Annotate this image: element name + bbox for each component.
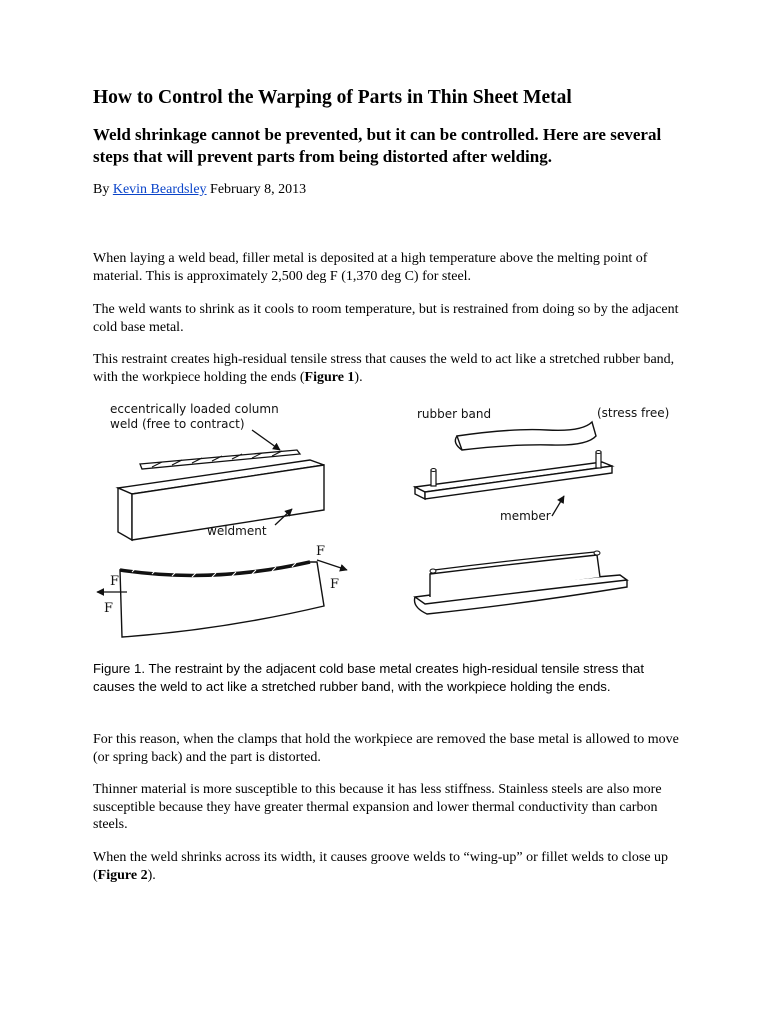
article-title: How to Control the Warping of Parts in Thin Sheet Metal [93,87,572,108]
label-member: member [500,509,551,523]
force-label-left-bottom: F [104,601,114,616]
leader-member [552,496,564,516]
paragraph-5: Thinner material is more susceptible to this because it has less stiffness. Stainless steels are also more susceptible because they have greater thermal expansion and lower thermal conductivity than carbon steels. [93,782,662,832]
label-rubber-band: rubber band [417,407,492,421]
bent-weldment [120,562,324,637]
force-label-right-top: F [316,544,326,559]
label-stress-free: (stress free) [597,406,670,420]
paragraph-1: When laying a weld bead, filler metal is deposited at a high temperature above the melting point of material. This is approximately 2,500 deg F (1,370 deg C) for steel. [93,251,648,284]
byline-prefix: By [93,182,113,197]
label-eccentric-column: eccentrically loaded column [110,402,279,416]
figure-1-illustration [92,392,692,642]
figure-1-caption: Figure 1. The restraint by the adjacent cold base metal creates high-residual tensile stress that causes the weld to act like a stretched rubber band, with the workpiece holding the ends. [93,661,644,694]
article-subtitle: Weld shrinkage cannot be prevented, but it can be controlled. Here are several steps that will prevent parts from being distorted after welding. [93,125,662,166]
paragraph-3-text: This restraint creates high-residual tensile stress that causes the weld to act like a stretched rubber band, with the workpiece holding the ends ( [93,352,675,385]
force-label-left-top: F [110,574,120,589]
label-weldment: weldment [207,524,267,538]
paragraph-3 [93,351,683,386]
bent-member [415,551,628,614]
paragraph-6-text: When the weld shrinks across its width, it causes groove welds to “wing-up” or fillet welds to close up ( [93,850,669,883]
figure-1-reference: Figure 1 [304,369,355,385]
author-link[interactable]: Kevin Beardsley [112,182,207,197]
publish-date: February 8, 2013 [206,182,307,197]
force-label-right-bottom: F [330,577,340,592]
byline [93,181,306,199]
leader-weld [252,430,280,450]
member-with-pins [415,451,612,500]
paragraph-3-end: ). [354,369,363,385]
paragraph-2: The weld wants to shrink as it cools to room temperature, but is restrained from doing so by the adjacent cold base metal. [93,302,679,335]
paragraph-4: For this reason, when the clamps that hold the workpiece are removed the base metal is allowed to move (or spring back) and the part is distorted. [93,732,679,765]
figure-2-reference: Figure 2 [97,867,148,883]
paragraph-6-end: ). [147,867,156,883]
force-arrow-right [317,560,347,570]
paragraph-6 [93,849,683,884]
label-weld-free: weld (free to contract) [110,417,245,431]
rubber-band [455,422,596,450]
